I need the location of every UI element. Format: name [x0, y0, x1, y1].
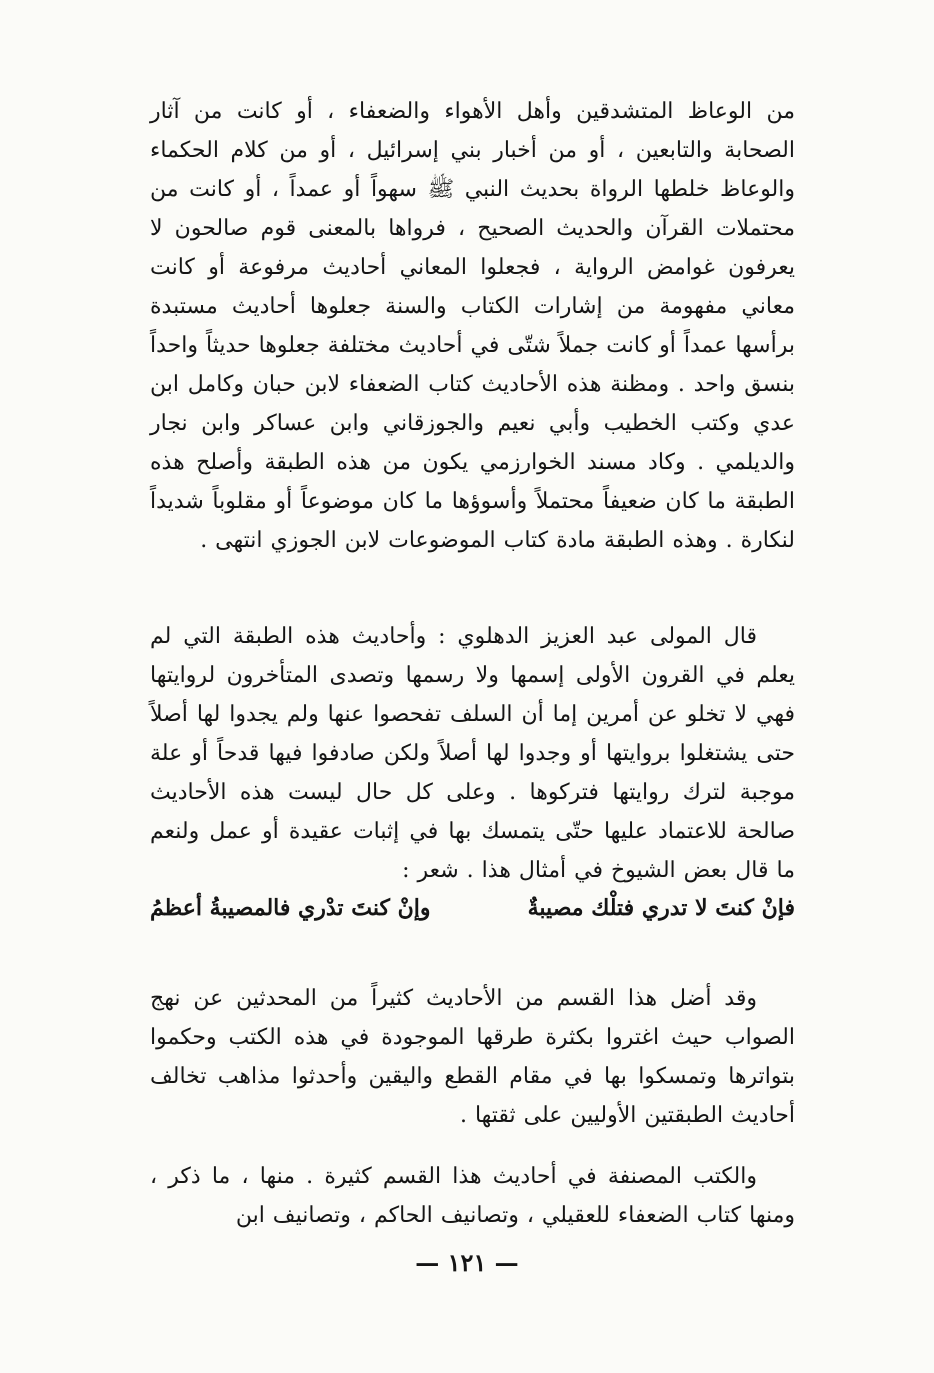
page-number: — ١٢١ — — [415, 1248, 519, 1277]
paragraph-3: وقد أضل هذا القسم من الأحاديث كثيراً من المحدثين عن نهج الصواب حيث اغتروا بكثرة طرقها الموجودة في هذه الكتب وحكموا بتواترها وتمسكوا بها في مقام القطع واليقين وأحدثوا مذاهب تخالف أحاديث الطبقتين الأوليين على ثقتها . — [150, 986, 795, 1128]
paragraph-1: من الوعاظ المتشدقين وأهل الأهواء والضعفاء ، أو كانت من آثار الصحابة والتابعين ، أو من أخبار بني إسرائيل ، أو من كلام الحكماء والوعاظ خلطها الرواة بحديث النبي ﷺ سهواً أو عمداً ، أو كانت من محتملات القرآن والحديث الصحيح ، فرواها بالمعنى قوم صالحون لا يعرفون غوامض الرواية ، فجعلوا المعاني أحاديث مرفوعة أو كانت معاني مفهومة من إشارات الكتاب والسنة جعلوها أحاديث مستبدة برأسها عمداً أو كانت جملاً شتّى في أحاديث مختلفة جعلوها حديثاً واحداً بنسق واحد . ومظنة هذه الأحاديث كتاب الضعفاء لابن حبان وكامل ابن عدي وكتب الخطيب وأبي نعيم والجوزقاني وابن عساكر وابن نجار والديلمي . وكاد مسند الخوارزمي يكون من هذه الطبقة وأصلح هذه الطبقة ما كان ضعيفاً محتملاً وأسوؤها ما كان موضوعاً أو مقلوباً شديداً لنكارة . وهذه الطبقة مادة كتاب الموضوعات لابن الجوزي انتهى . — [150, 99, 796, 553]
paragraph-4: والكتب المصنفة في أحاديث هذا القسم كثيرة . منها ، ما ذكر ، ومنها كتاب الضعفاء للعقيلي ، وتصانيف الحاكم ، وتصانيف ابن — [150, 1164, 795, 1228]
paragraph-2: قال المولى عبد العزيز الدهلوي : وأحاديث هذه الطبقة التي لم يعلم في القرون الأولى إسمها ولا رسمها وتصدى المتأخرون لروايتها فهي لا تخلو عن أمرين إما أن السلف تفحصوا عنها ولم يجدوا لها أصلاً حتى يشتغلوا بروايتها أو وجدوا لها أصلاً ولكن صادفوا فيها قدحاً أو علة موجبة لترك روايتها فتركوها . وعلى كل حال ليست هذه الأحاديث صالحة للاعتماد عليها حتّى يتمسك بها في إثبات عقيدة أو عمل ولنعم ما قال بعض الشيوخ في أمثال هذا . شعر : — [150, 624, 795, 883]
verse-first-hemistich: فإنْ كنتَ لا تدري فتلْك مصيبةٌ — [527, 895, 795, 921]
poetry-verse — [150, 888, 795, 928]
verse-second-hemistich: وإنْ كنتَ تدْري فالمصيبةُ أعظمُ — [150, 895, 431, 921]
